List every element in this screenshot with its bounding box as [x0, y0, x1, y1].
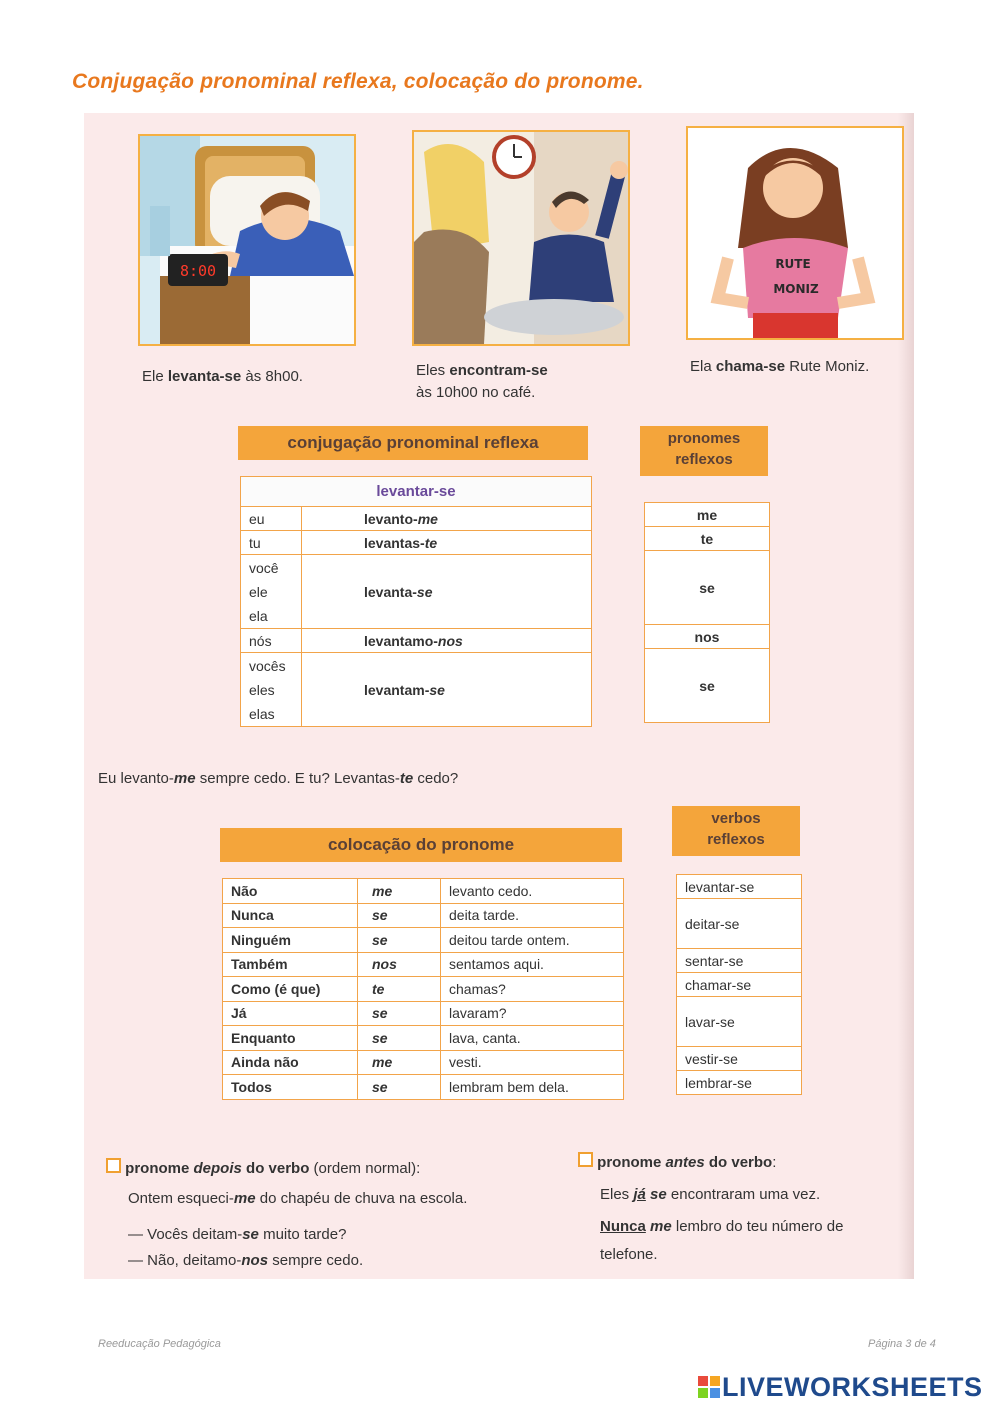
pronoun-cell: te	[645, 527, 770, 551]
table-row	[223, 977, 624, 1002]
conjugation-table	[240, 476, 592, 727]
table-row	[223, 1050, 624, 1075]
adverb-cell: Ainda não	[223, 1050, 358, 1075]
table-row	[223, 1026, 624, 1051]
subject: vocês	[249, 657, 286, 674]
verb-cell: sentar-se	[677, 949, 802, 973]
verb-phrase-cell: deita tarde.	[441, 903, 624, 928]
table-row	[241, 507, 592, 531]
table-row	[241, 629, 592, 653]
antes-head-part: do verbo	[704, 1154, 773, 1171]
picture-cafe-meeting	[412, 130, 630, 346]
conjugation-heading: conjugação pronominal reflexa	[238, 426, 588, 460]
liveworksheets-logo-icon	[698, 1376, 720, 1398]
logo-square	[710, 1388, 720, 1398]
subject: você	[249, 559, 279, 576]
form-pronoun: se	[429, 681, 445, 698]
verb-phrase-cell: lavaram?	[441, 1001, 624, 1026]
verbos-table	[676, 874, 802, 1095]
table-row	[241, 555, 592, 629]
antes-line-1	[600, 1186, 820, 1203]
pronoun-cell: me	[645, 503, 770, 527]
picture-man-waking	[138, 134, 356, 346]
antes-line-2	[600, 1218, 843, 1235]
depois-head-part: pronome	[125, 1160, 194, 1177]
page-title: Conjugação pronominal reflexa, colocação do pronome.	[72, 70, 644, 93]
verb-phrase-cell: chamas?	[441, 977, 624, 1002]
sentence-part: — Vocês deitam-	[128, 1226, 243, 1243]
caption-3-bold: chama-se	[715, 358, 786, 375]
footer-right: Página 3 de 4	[868, 1338, 936, 1350]
table-row	[241, 653, 592, 727]
form-stem: levanto-	[364, 510, 418, 527]
sentence-part: do chapéu de chuva na escola.	[255, 1190, 468, 1207]
subject-cell: nós	[241, 629, 302, 653]
sentence-emphasis: já	[633, 1186, 646, 1203]
verb-cell: vestir-se	[677, 1047, 802, 1071]
shirt-text-top: RUTE	[775, 257, 811, 271]
sentence-part: muito tarde?	[258, 1226, 347, 1243]
pronoun-cell: nos	[645, 625, 770, 649]
adverb-cell: Já	[223, 1001, 358, 1026]
pronoun-cell: me	[358, 1050, 441, 1075]
subject-cell	[241, 653, 302, 727]
sentence-pronoun: nos	[241, 1252, 269, 1269]
caption-3	[690, 356, 869, 378]
antes-heading	[578, 1152, 776, 1171]
checkbox-icon	[578, 1152, 593, 1167]
pronoun-cell: se	[358, 1026, 441, 1051]
adverb-cell: Não	[223, 879, 358, 904]
caption-1-bold: levanta-se	[167, 368, 242, 385]
subject-cell: eu	[241, 507, 302, 531]
pronoun-cell: se	[358, 1001, 441, 1026]
form-cell	[302, 531, 592, 555]
verb-cell: levantar-se	[677, 875, 802, 899]
table-row	[223, 903, 624, 928]
example-pronoun: me	[173, 770, 196, 787]
sentence-part: Eles	[600, 1186, 634, 1203]
form-pronoun: nos	[437, 632, 463, 649]
depois-head-emphasis: depois	[193, 1160, 242, 1177]
antes-head-part: :	[772, 1154, 777, 1171]
verbos-heading-line1: verbos	[711, 810, 761, 827]
subject-cell: tu	[241, 531, 302, 555]
adverb-cell: Enquanto	[223, 1026, 358, 1051]
caption-3-pre: Ela	[690, 358, 716, 375]
pronomes-heading-line2: reflexos	[675, 451, 733, 468]
pronoun-cell: se	[358, 1075, 441, 1100]
pronoun-cell: se	[645, 551, 770, 625]
form-cell	[302, 629, 592, 653]
form-stem: levantam-	[364, 681, 430, 698]
example-part: cedo?	[413, 770, 459, 787]
colocacao-table	[222, 878, 624, 1100]
sentence-pronoun: me	[233, 1190, 256, 1207]
adverb-cell: Como (é que)	[223, 977, 358, 1002]
form-stem: levantas-	[364, 534, 425, 551]
sentence-emphasis: Nunca	[600, 1218, 646, 1235]
caption-2	[416, 360, 616, 404]
example-part: Eu levanto-	[98, 770, 174, 787]
liveworksheets-brand: LIVEWORKSHEETS	[722, 1372, 983, 1402]
table-row	[223, 1075, 624, 1100]
antes-head-emphasis: antes	[665, 1154, 705, 1171]
caption-2-pre: Eles	[416, 362, 450, 379]
pronomes-heading	[640, 426, 768, 476]
antes-line-3: telefone.	[600, 1246, 658, 1263]
depois-heading	[106, 1158, 420, 1177]
form-cell	[302, 507, 592, 531]
sentence-pronoun: se	[650, 1186, 667, 1203]
caption-3-post: Rute Moniz.	[785, 358, 870, 375]
depois-line-1	[128, 1190, 467, 1207]
verb-cell: lembrar-se	[677, 1071, 802, 1095]
caption-1-post: às 8h00.	[241, 368, 303, 385]
verb-cell: chamar-se	[677, 973, 802, 997]
sentence-part: sempre cedo.	[268, 1252, 364, 1269]
logo-square	[710, 1376, 720, 1386]
form-cell	[302, 653, 592, 727]
pronoun-cell: me	[358, 879, 441, 904]
example-part: sempre cedo. E tu? Levantas-	[195, 770, 400, 787]
pronoun-cell: se	[645, 649, 770, 723]
depois-line-3	[128, 1252, 363, 1269]
subject: ela	[249, 607, 268, 624]
verb-phrase-cell: vesti.	[441, 1050, 624, 1075]
adverb-cell: Nunca	[223, 903, 358, 928]
sentence-part: — Não, deitamo-	[128, 1252, 242, 1269]
table-row	[241, 531, 592, 555]
depois-head-part: do verbo	[241, 1160, 310, 1177]
adverb-cell: Todos	[223, 1075, 358, 1100]
form-pronoun: se	[416, 583, 433, 600]
sentence-part: lembro do teu número de	[671, 1218, 844, 1235]
checkbox-icon	[106, 1158, 121, 1173]
table-row	[223, 879, 624, 904]
verb-cell: deitar-se	[677, 899, 802, 949]
sentence-part: Ontem esqueci-	[128, 1190, 234, 1207]
subject: ele	[249, 583, 268, 600]
logo-square	[698, 1388, 708, 1398]
verb-phrase-cell: lava, canta.	[441, 1026, 624, 1051]
verb-phrase-cell: sentamos aqui.	[441, 952, 624, 977]
footer-left: Reeducação Pedagógica	[98, 1338, 221, 1350]
subject: elas	[249, 705, 275, 722]
depois-line-2	[128, 1226, 346, 1243]
logo-square	[698, 1376, 708, 1386]
verb-cell: lavar-se	[677, 997, 802, 1047]
caption-2-bold: encontram-se	[449, 362, 548, 379]
verb-phrase-cell: lembram bem dela.	[441, 1075, 624, 1100]
verbos-heading	[672, 806, 800, 856]
clock-digits: 8:00	[179, 262, 217, 280]
verb-header: levantar-se	[241, 477, 592, 507]
antes-head-part: pronome	[597, 1154, 666, 1171]
pronoun-cell: te	[358, 977, 441, 1002]
table-row	[223, 1001, 624, 1026]
pronoun-cell: nos	[358, 952, 441, 977]
form-pronoun: me	[417, 510, 438, 527]
sentence-part: encontraram uma vez.	[666, 1186, 821, 1203]
caption-1-pre: Ele	[142, 368, 168, 385]
caption-2-post: às 10h00 no café.	[416, 384, 536, 401]
example-pronoun: te	[399, 770, 414, 787]
picture-rute	[686, 126, 904, 340]
example-sentence	[98, 770, 458, 787]
subject: eles	[249, 681, 275, 698]
form-stem: levanta-	[364, 583, 417, 600]
depois-head-part: (ordem normal):	[309, 1160, 421, 1177]
adverb-cell: Também	[223, 952, 358, 977]
form-cell	[302, 555, 592, 629]
pronomes-table	[644, 502, 770, 723]
verbos-heading-line2: reflexos	[707, 831, 765, 848]
subject-cell	[241, 555, 302, 629]
adverb-cell: Ninguém	[223, 928, 358, 953]
pronoun-cell: se	[358, 928, 441, 953]
verb-phrase-cell: deitou tarde ontem.	[441, 928, 624, 953]
pronoun-cell: se	[358, 903, 441, 928]
sentence-pronoun: me	[650, 1218, 672, 1235]
verb-phrase-cell: levanto cedo.	[441, 879, 624, 904]
form-pronoun: te	[424, 534, 438, 551]
caption-1	[142, 366, 303, 388]
table-row	[223, 952, 624, 977]
colocacao-heading: colocação do pronome	[220, 828, 622, 862]
sentence-pronoun: se	[242, 1226, 259, 1243]
shirt-text-bottom: MONIZ	[773, 282, 819, 296]
pronomes-heading-line1: pronomes	[667, 430, 741, 447]
form-stem: levantamo-	[364, 632, 438, 649]
table-row	[223, 928, 624, 953]
